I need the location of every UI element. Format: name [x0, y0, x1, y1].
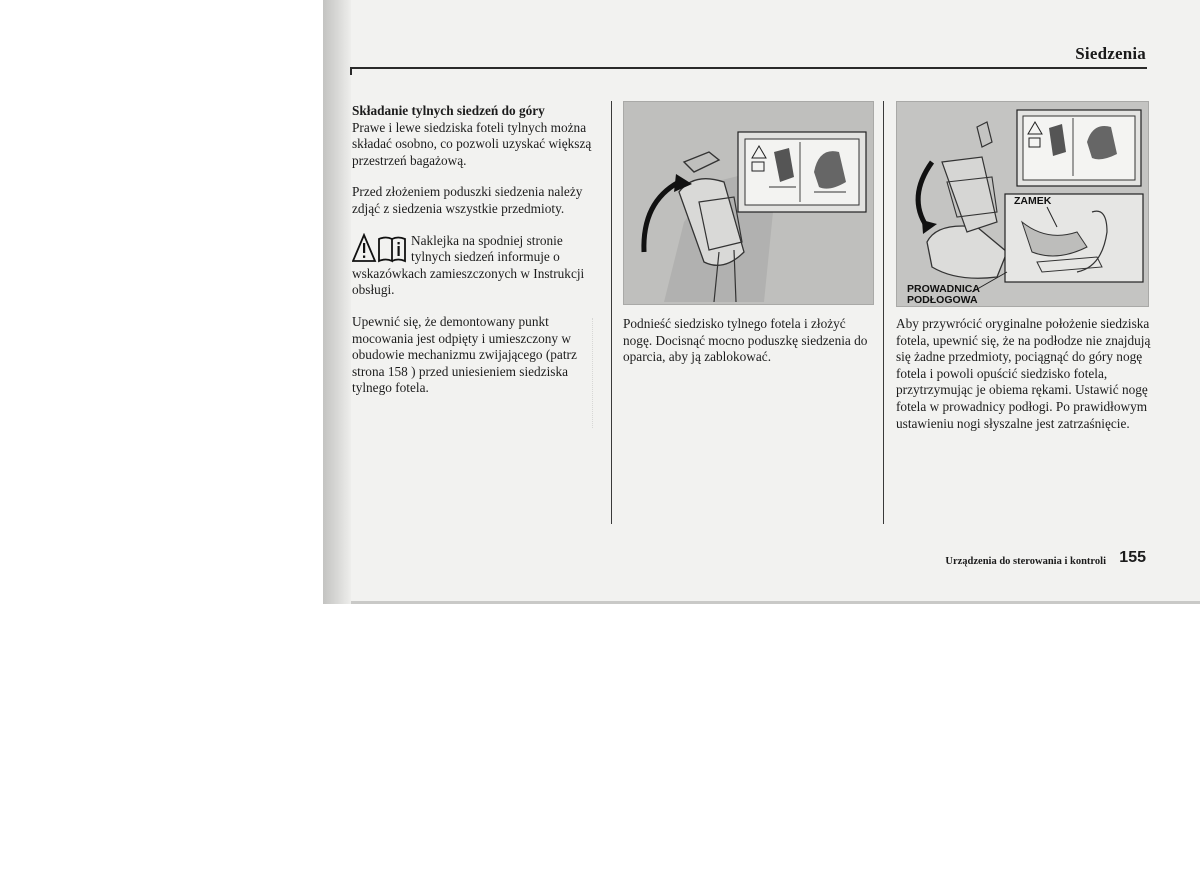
- paragraph: Prawe i lewe siedziska foteli tylnych można składać osobno, co pozwoli uzyskać większą przestrzeń bagażową.: [352, 119, 592, 168]
- notice-block: [352, 233, 602, 299]
- paragraph: Przed złożeniem poduszki siedzenia należy zdjąć z siedzenia wszystkie przedmioty.: [352, 184, 583, 216]
- header-rule-tick: [350, 67, 352, 75]
- label-floor-guide: [907, 284, 980, 306]
- notice-text: Naklejka na spodniej stronie tylnych siedzeń informuje o wskazówkach zamieszczonych w Instrukcji obsługi.: [352, 232, 585, 298]
- page-binding-shadow: [323, 0, 351, 604]
- header-rule: [350, 67, 1147, 69]
- label-floor-guide-line1: PROWADNICA: [907, 283, 980, 295]
- label-lock: ZAMEK: [1014, 195, 1052, 207]
- footer-chapter: Urządzenia do sterowania i kontroli: [945, 556, 1106, 567]
- subsection-heading: Składanie tylnych siedzeń do góry: [352, 103, 545, 118]
- manual-book-icon: [379, 237, 405, 261]
- left-column: [352, 103, 602, 412]
- figure-caption: Podnieść siedzisko tylnego fotela i złożyć nogę. Docisnąć mocno poduszkę siedzenia do oparcia, aby ją zablokować.: [623, 316, 868, 365]
- section-title: Siedzenia: [1075, 44, 1146, 63]
- illustration-fold-seat: [623, 101, 874, 305]
- paragraph: Upewnić się, że demontowany punkt mocowania jest odpięty i umieszczony w obudowie mechanizmu zwijającego (patrz strona 158 ) przed uniesieniem siedziska tylnego fotela.: [352, 313, 577, 396]
- label-floor-guide-line2: PODŁOGOWA: [907, 294, 978, 306]
- page-number: 155: [1119, 549, 1146, 566]
- column-divider: [611, 101, 612, 524]
- warning-triangle-icon: [353, 235, 375, 261]
- illustration-restore-seat: [896, 101, 1149, 307]
- figure-caption: Aby przywrócić oryginalne położenie siedziska fotela, upewnić się, że na podłodze nie znajdują się żadne przedmioty, pociągnąć do góry nogę fotela i powoli opuścić siedzisko fotela, przytrzymując je obiema rękami. Ustawić nogę fotela w prowadnicy podłogi. Po prawidłowym ustawieniu nogi słyszalne jest zatrzaśnięcie.: [896, 316, 1151, 431]
- column-divider: [883, 101, 884, 524]
- notice-icons: [352, 233, 407, 265]
